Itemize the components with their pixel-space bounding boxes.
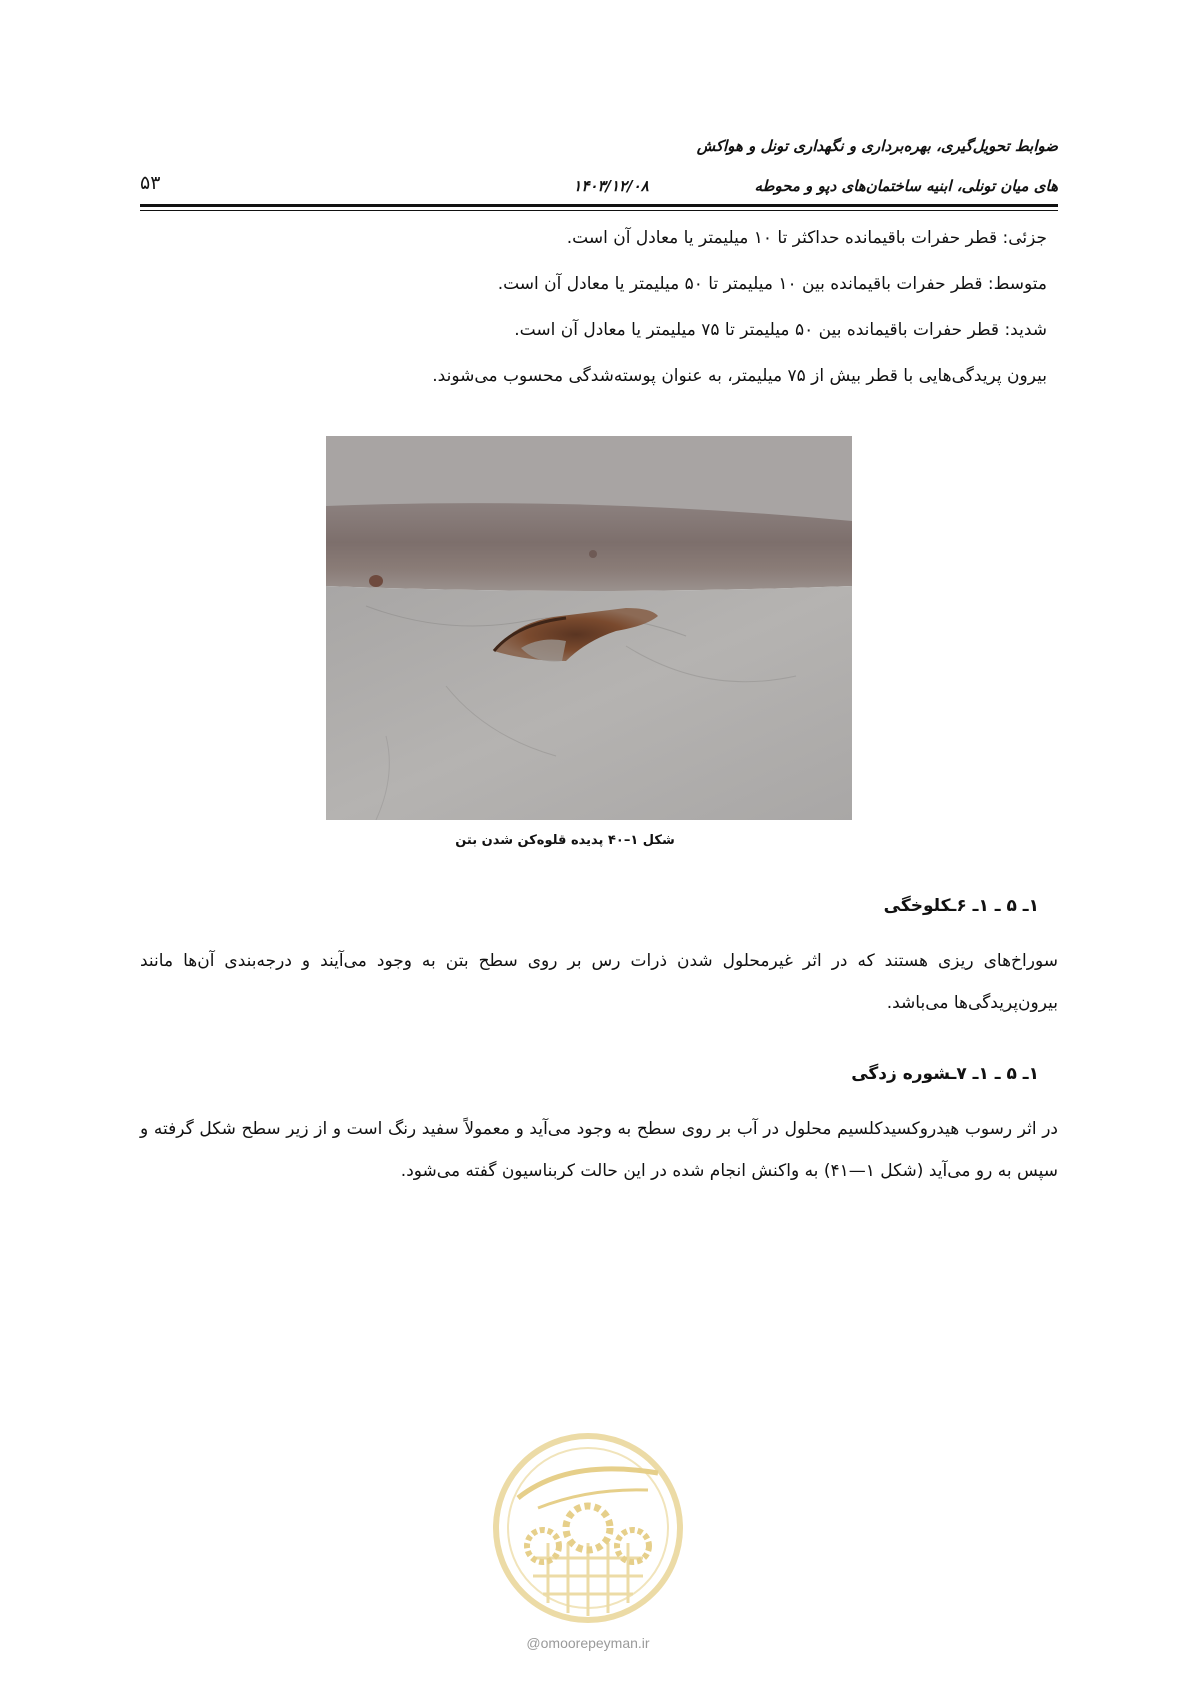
severity-severe-line: شدید: قطر حفرات باقیمانده بین ۵۰ میلیمتر تا ۷۵ میلیمتر یا معادل آن است. bbox=[514, 320, 1047, 340]
watermark-url: @omoorepeyman.ir bbox=[526, 1635, 650, 1651]
section-6-paragraph: سوراخ‌های ریزی هستند که در اثر غیرمحلول شدن ذرات رس بر روی سطح بتن به وجود می‌آیند و درجه‌بندی آن‌ها مانند بیرون‌پریدگی‌ها می‌باشد. bbox=[140, 951, 1058, 1013]
header-title-line1: ضوابط تحویل‌گیری، بهره‌برداری و نگهداری تونل و هواکش bbox=[696, 137, 1058, 155]
header-title-line2: های میان تونلی، ابنیه ساختمان‌های دپو و محوطه bbox=[754, 177, 1058, 195]
watermark-logo bbox=[488, 1428, 688, 1628]
section-6-heading: ۱ـ ۵ ـ ۱ـ ۶ـکلوخگی bbox=[883, 896, 1039, 916]
severity-medium-line: متوسط: قطر حفرات باقیمانده بین ۱۰ میلیمتر تا ۵۰ میلیمتر یا معادل آن است. bbox=[497, 274, 1047, 294]
header-date: ۱۴۰۳/۱۲/۰۸ bbox=[573, 177, 649, 195]
header-rule-thick bbox=[140, 204, 1058, 207]
section-7-heading: ۱ـ ۵ ـ ۱ـ ۷ـشوره زدگی bbox=[851, 1064, 1039, 1084]
figure-caption: شکل ۱–۴۰ پدیده قلوه‌کن شدن بتن bbox=[455, 833, 675, 848]
concrete-popout-photo bbox=[326, 436, 852, 820]
section-7-paragraph: در اثر رسوب هیدروکسیدکلسیم محلول در آب بر روی سطح به وجود می‌آید و معمولاً سفید رنگ است و از زیر سطح شکل گرفته و سپس به رو می‌آید (شکل ۱—۴۱) به واکنش انجام شده در این حالت کربناسیون گفته می‌شود. bbox=[140, 1119, 1058, 1181]
spalling-note-line: بیرون پریدگی‌هایی با قطر بیش از ۷۵ میلیمتر، به عنوان پوسته‌شدگی محسوب می‌شوند. bbox=[432, 366, 1047, 386]
page-number: ۵۳ bbox=[140, 172, 161, 194]
header-rule-thin bbox=[140, 210, 1058, 211]
severity-minor-line: جزئی: قطر حفرات باقیمانده حداکثر تا ۱۰ میلیمتر یا معادل آن است. bbox=[566, 228, 1047, 248]
